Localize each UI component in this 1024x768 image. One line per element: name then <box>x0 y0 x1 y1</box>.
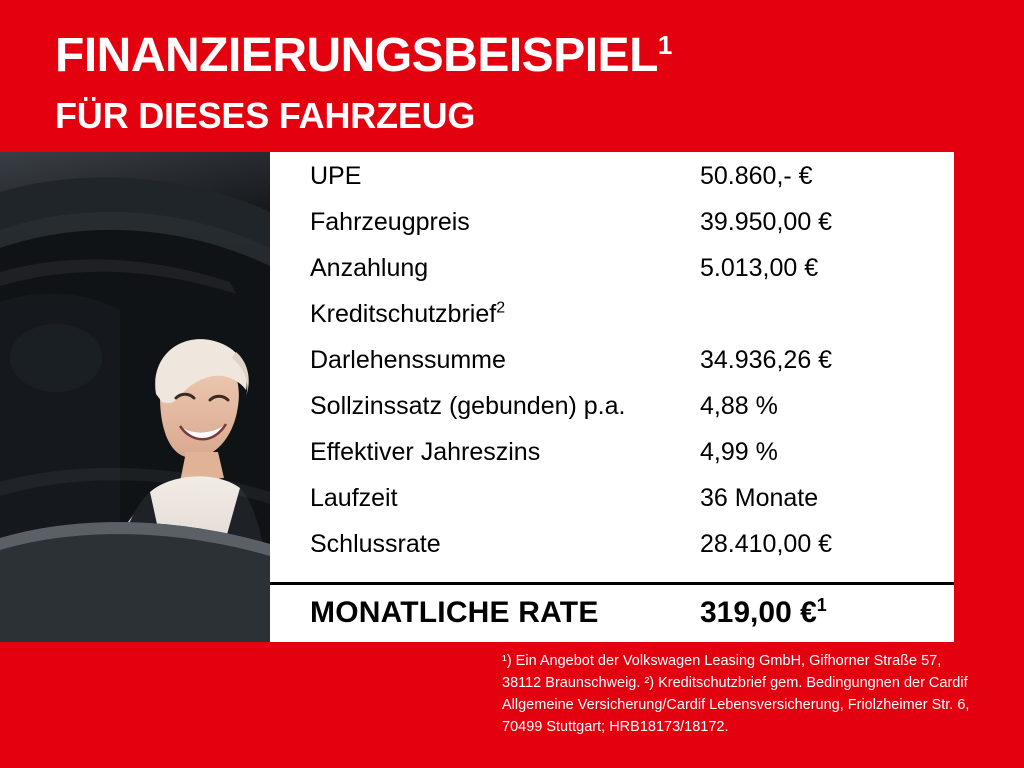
table-row <box>270 300 954 346</box>
row-label: Sollzinssatz (gebunden) p.a. <box>310 392 626 420</box>
row-label: Effektiver Jahreszins <box>310 438 541 466</box>
row-label-text: Kreditschutzbrief <box>310 300 497 328</box>
row-label: UPE <box>310 162 362 190</box>
row-value: 5.013,00 € <box>700 254 819 282</box>
row-value: 36 Monate <box>700 484 819 512</box>
row-label <box>310 300 700 329</box>
table-row <box>270 346 954 392</box>
monthly-rate-value <box>700 596 827 630</box>
table-row <box>270 208 954 254</box>
row-value: 4,88 % <box>700 392 778 420</box>
table-row <box>270 530 954 576</box>
row-value: 28.410,00 € <box>700 530 833 558</box>
row-value: 50.860,- € <box>700 162 813 190</box>
row-value: 4,99 % <box>700 438 778 466</box>
row-value: 39.950,00 € <box>700 208 833 236</box>
row-label: Darlehenssumme <box>310 346 506 374</box>
finance-table-card <box>270 152 954 642</box>
row-label: Anzahlung <box>310 254 429 282</box>
page-title-text: FINANZIERUNGSBEISPIEL <box>55 29 658 82</box>
monthly-rate-row <box>270 582 954 640</box>
vehicle-photo <box>0 152 270 642</box>
finance-table <box>270 152 954 640</box>
table-row <box>270 484 954 530</box>
table-row <box>270 152 954 208</box>
page-subtitle: FÜR DIESES FAHRZEUG <box>55 95 476 136</box>
monthly-rate-amount: 319,00 € <box>700 595 817 629</box>
header-banner <box>0 0 1024 152</box>
page-title-footnote-marker: 1 <box>657 30 672 60</box>
table-row <box>270 438 954 484</box>
monthly-rate-label: MONATLICHE RATE <box>310 595 599 629</box>
vehicle-photo-illustration <box>0 152 270 642</box>
table-row <box>270 392 954 438</box>
row-label-footnote-marker: 2 <box>496 299 506 317</box>
monthly-rate-footnote-marker: 1 <box>816 594 827 615</box>
page-title <box>55 29 672 82</box>
footnote-text: ¹) Ein Angebot der Volkswagen Leasing GmbH, Gifhorner Straße 57, 38112 Braunschweig. ²) Kreditschutzbrief gem. Bedingungnen der Cardif Allgemeine Versicherung/Cardif Lebensversicherung, Friolzheimer Str. 6, 70499 Stuttgart; HRB18173/18172. <box>502 653 970 736</box>
table-row <box>270 254 954 300</box>
row-value: 34.936,26 € <box>700 346 833 374</box>
row-label: Fahrzeugpreis <box>310 208 470 236</box>
row-label: Schlussrate <box>310 530 441 558</box>
row-label: Laufzeit <box>310 484 398 512</box>
